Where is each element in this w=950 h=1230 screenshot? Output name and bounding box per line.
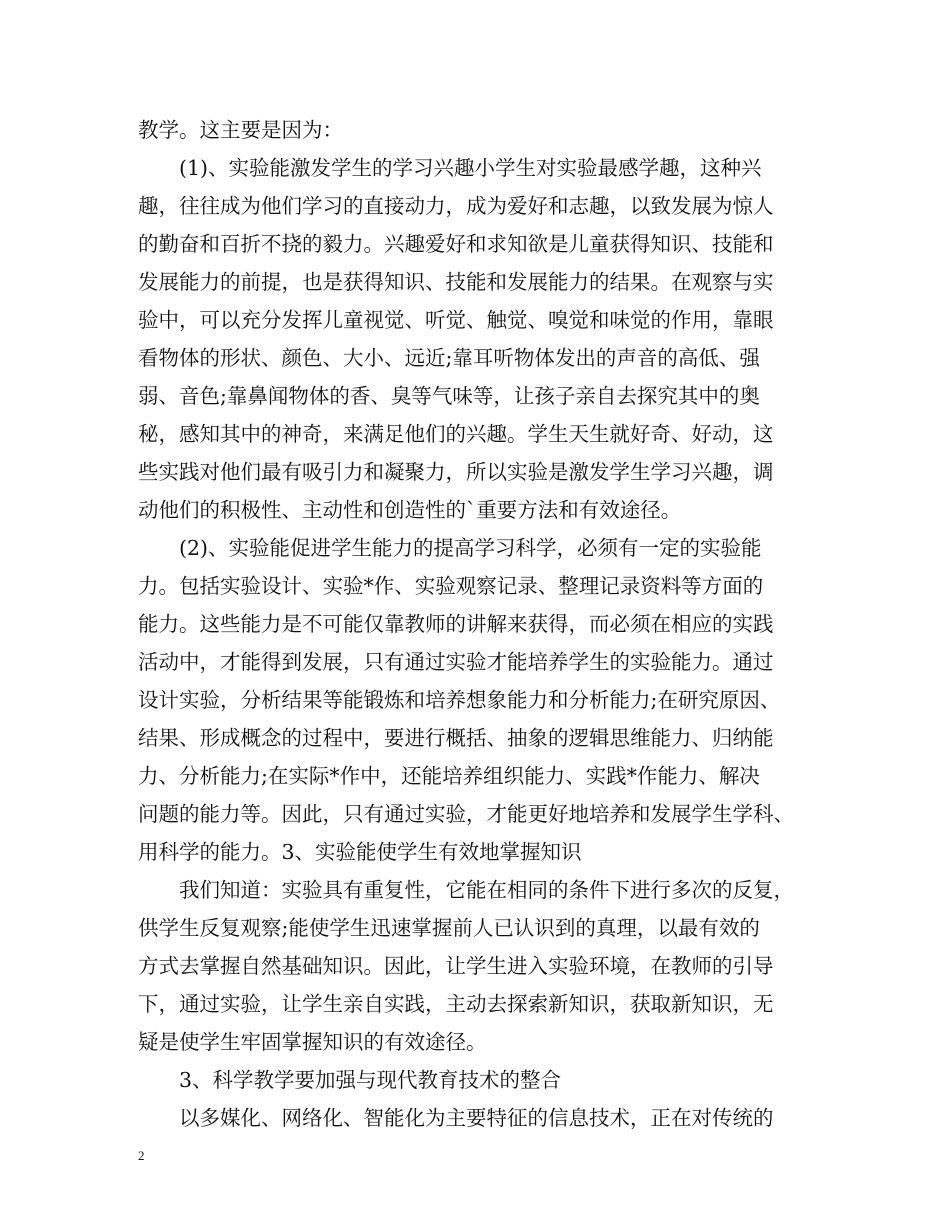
text-line: 下，通过实验，让学生亲自实践，主动去探索新知识，获取新知识，无	[138, 992, 774, 1016]
text-line: 3、科学教学要加强与现代教育技术的整合	[138, 1068, 562, 1092]
text-line: 设计实验，分析结果等能锻炼和培养想象能力和分析能力;在研究原因、	[138, 688, 781, 712]
text-line: 弱、音色;靠鼻闻物体的香、臭等气味等，让孩子亲自去探究其中的奥	[138, 384, 760, 408]
text-line: 疑是使学生牢固掌握知识的有效途径。	[138, 1030, 487, 1054]
text-line: 的勤奋和百折不挠的毅力。兴趣爱好和求知欲是儿童获得知识、技能和	[138, 232, 774, 256]
text-line: (2)、实验能促进学生能力的提高学习科学，必须有一定的实验能	[138, 536, 762, 560]
text-line: 趣，往往成为他们学习的直接动力，成为爱好和志趣，以致发展为惊人	[138, 194, 774, 218]
text-line: 验中，可以充分发挥儿童视觉、听觉、触觉、嗅觉和味觉的作用，靠眼	[138, 308, 774, 332]
text-line: 问题的能力等。因此，只有通过实验，才能更好地培养和发展学生学科、	[138, 802, 794, 826]
text-line: 动他们的积极性、主动性和创造性的`重要方法和有效途径。	[138, 498, 682, 522]
text-line: 结果、形成概念的过程中，要进行概括、抽象的逻辑思维能力、归纳能	[138, 726, 774, 750]
text-line: 能力。这些能力是不可能仅靠教师的讲解来获得，而必须在相应的实践	[138, 612, 774, 636]
text-line: 力、分析能力;在实际*作中，还能培养组织能力、实践*作能力、解决	[138, 764, 760, 788]
text-line: 用科学的能力。3、实验能使学生有效地掌握知识	[138, 840, 582, 864]
text-line: 看物体的形状、颜色、大小、远近;靠耳听物体发出的声音的高低、强	[138, 346, 760, 370]
text-line: 供学生反复观察;能使学生迅速掌握前人已认识到的真理，以最有效的	[138, 916, 760, 940]
text-line: 我们知道：实验具有重复性，它能在相同的条件下进行多次的反复，	[138, 878, 794, 902]
text-line: 方式去掌握自然基础知识。因此，让学生进入实验环境，在教师的引导	[138, 954, 774, 978]
page-number: 2	[138, 1148, 145, 1163]
text-line: 发展能力的前提，也是获得知识、技能和发展能力的结果。在观察与实	[138, 270, 774, 294]
text-line: (1)、实验能激发学生的学习兴趣小学生对实验最感学趣，这种兴	[138, 156, 762, 180]
text-line: 活动中，才能得到发展，只有通过实验才能培养学生的实验能力。通过	[138, 650, 774, 674]
text-line: 以多媒化、网络化、智能化为主要特征的信息技术，正在对传统的	[138, 1106, 774, 1130]
text-line: 秘，感知其中的神奇，来满足他们的兴趣。学生天生就好奇、好动，这	[138, 422, 774, 446]
text-line: 力。包括实验设计、实验*作、实验观察记录、整理记录资料等方面的	[138, 574, 764, 598]
text-line: 教学。这主要是因为：	[138, 118, 343, 142]
text-line: 些实践对他们最有吸引力和凝聚力，所以实验是激发学生学习兴趣，调	[138, 460, 774, 484]
